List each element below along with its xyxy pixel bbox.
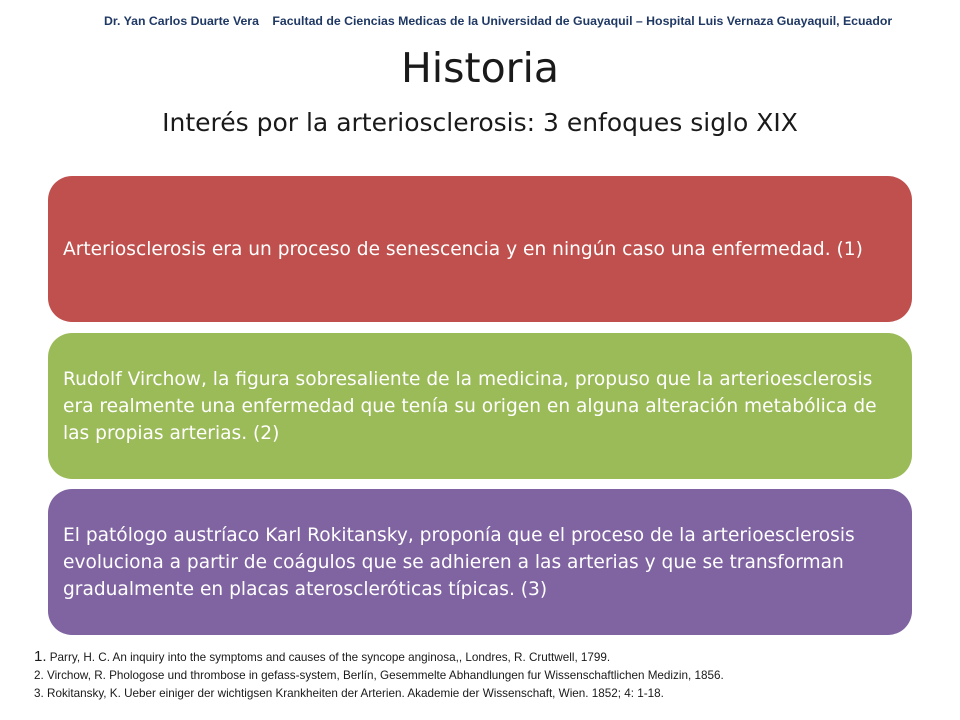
slide-header <box>0 14 960 28</box>
header-affiliation: Facultad de Ciencias Medicas de la Universidad de Guayaquil – Hospital Luis Vernaza Guayaquil, Ecuador <box>272 14 893 28</box>
header-author: Dr. Yan Carlos Duarte Vera <box>104 14 259 28</box>
reference-text: Rokitansky, K. Ueber einiger der wichtigsen Krankheiten der Arterien. Akademie der Wissenschaft, Wien. 1852; 4: 1-18. <box>47 687 664 700</box>
reference-text: Parry, H. C. An inquiry into the symptoms and causes of the syncope anginosa,, Londres, R. Cruttwell, 1799. <box>49 651 611 664</box>
reference-number: 3. <box>34 687 44 700</box>
approach-card-virchow <box>48 333 912 479</box>
reference-item <box>34 685 934 703</box>
approach-card-rokitansky <box>48 489 912 635</box>
approach-text-2: Rudolf Virchow, la figura sobresaliente de la medicina, propuso que la arterioesclerosis era realmente una enfermedad que tenía su origen en alguna alteración metabólica de las propias arterias. (2) <box>63 368 877 444</box>
reference-item <box>34 648 934 667</box>
reference-item <box>34 667 934 685</box>
reference-text: Virchow, R. Phologose und thrombose in gefass-system, Berlín, Gesemmelte Abhandlungen fur Wissenschaftlichen Medizin, 1856. <box>47 669 724 682</box>
approach-card-senescence <box>48 176 912 322</box>
reference-number: 2. <box>34 669 44 682</box>
reference-number: 1. <box>34 648 47 665</box>
slide-subtitle: Interés por la arteriosclerosis: 3 enfoques siglo XIX <box>162 108 798 137</box>
slide-title: Historia <box>400 44 560 92</box>
approach-text-3: El patólogo austríaco Karl Rokitansky, proponía que el proceso de la arterioesclerosis evoluciona a partir de coágulos que se adhieren a las arterias y que se transforman gradualmente en placas ateroscleróticas típicas. (3) <box>63 524 855 600</box>
references-list <box>34 648 934 703</box>
approach-text-1: Arteriosclerosis era un proceso de senescencia y en ningún caso una enfermedad. (1) <box>63 238 863 260</box>
